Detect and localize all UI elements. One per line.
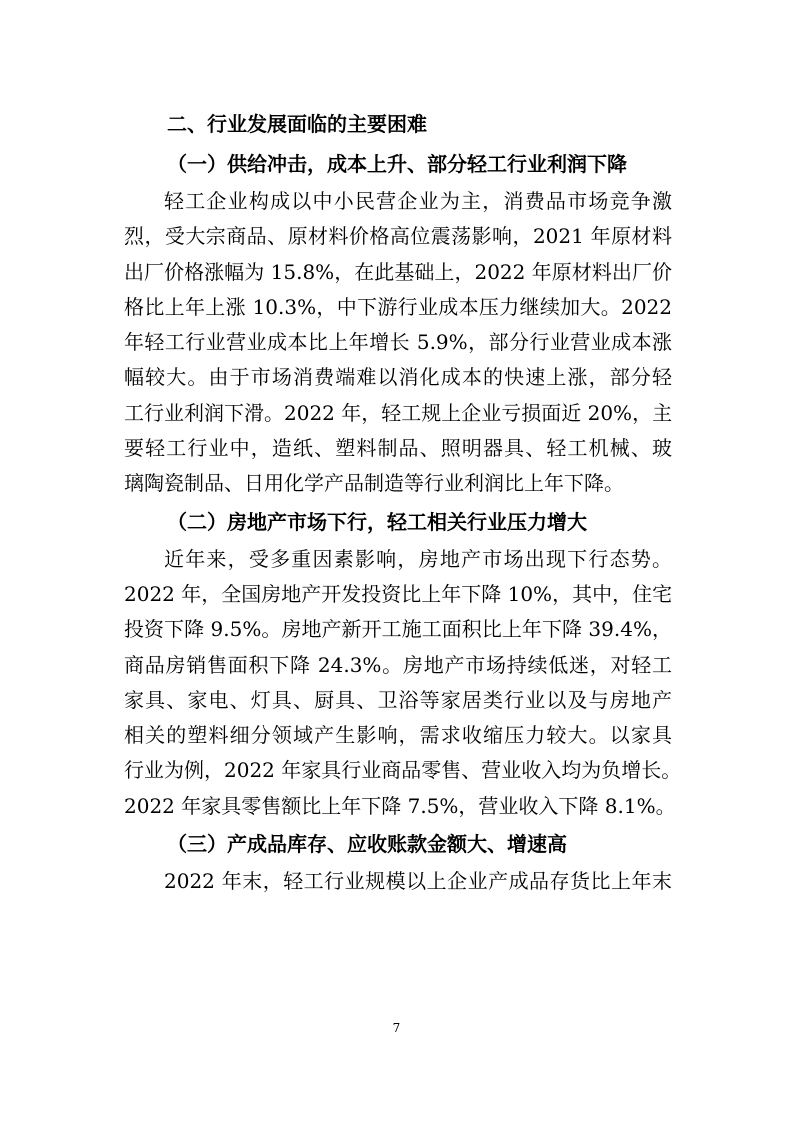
paragraph-line: 格比上年上涨 10.3%，中下游行业成本压力继续加大。2022 xyxy=(124,294,672,319)
paragraph-line: 相关的塑料细分领域产生影响，需求收缩压力较大。以家具 xyxy=(124,723,672,748)
subsection-heading-1: （一）供给冲击，成本上升、部分轻工行业利润下降 xyxy=(167,152,627,176)
paragraph-line: 近年来，受多重因素影响，房地产市场出现下行态势。 xyxy=(164,546,672,571)
paragraph-1 xyxy=(124,184,672,502)
paragraph-3 xyxy=(124,864,672,899)
paragraph-line: 出厂价格涨幅为 15.8%，在此基础上，2022 年原材料出厂价 xyxy=(124,259,672,284)
subsection-heading-2: （二）房地产市场下行，轻工相关行业压力增大 xyxy=(167,509,587,534)
paragraph-line: 璃陶瓷制品、日用化学产品制造等行业利润比上年下降。 xyxy=(124,471,624,496)
paragraph-line: 投资下降 9.5%。房地产新开工施工面积比上年下降 39.4%， xyxy=(124,617,672,642)
subsection-heading-3: （三）产成品库存、应收账款金额大、增速高 xyxy=(167,832,567,857)
paragraph-line: 烈，受大宗商品、原材料价格高位震荡影响，2021 年原材料 xyxy=(124,224,672,249)
section-heading: 二、行业发展面临的主要困难 xyxy=(167,112,427,136)
paragraph-line: 2022 年末，轻工行业规模以上企业产成品存货比上年末 xyxy=(164,869,672,894)
paragraph-line: 商品房销售面积下降 24.3%。房地产市场持续低迷，对轻工 xyxy=(124,652,672,677)
paragraph-line: 工行业利润下滑。2022 年，轻工规上企业亏损面近 20%，主 xyxy=(124,400,673,425)
page-content xyxy=(124,104,682,899)
paragraph-line: 幅较大。由于市场消费端难以消化成本的快速上涨，部分轻 xyxy=(124,365,672,390)
paragraph-line: 要轻工行业中，造纸、塑料制品、照明器具、轻工机械、玻 xyxy=(124,436,672,461)
paragraph-line: 2022 年家具零售额比上年下降 7.5%，营业收入下降 8.1%。 xyxy=(124,793,676,818)
paragraph-line: 年轻工行业营业成本比上年增长 5.9%，部分行业营业成本涨 xyxy=(124,330,672,355)
paragraph-line: 2022 年，全国房地产开发投资比上年下降 10%，其中，住宅 xyxy=(124,581,673,606)
paragraph-line: 轻工企业构成以中小民营企业为主，消费品市场竞争激 xyxy=(164,189,672,213)
paragraph-2 xyxy=(124,542,682,824)
paragraph-line: 行业为例，2022 年家具行业商品零售、营业收入均为负增长。 xyxy=(124,758,682,783)
paragraph-line: 家具、家电、灯具、厨具、卫浴等家居类行业以及与房地产 xyxy=(124,687,672,712)
page-number: 7 xyxy=(392,1021,401,1035)
